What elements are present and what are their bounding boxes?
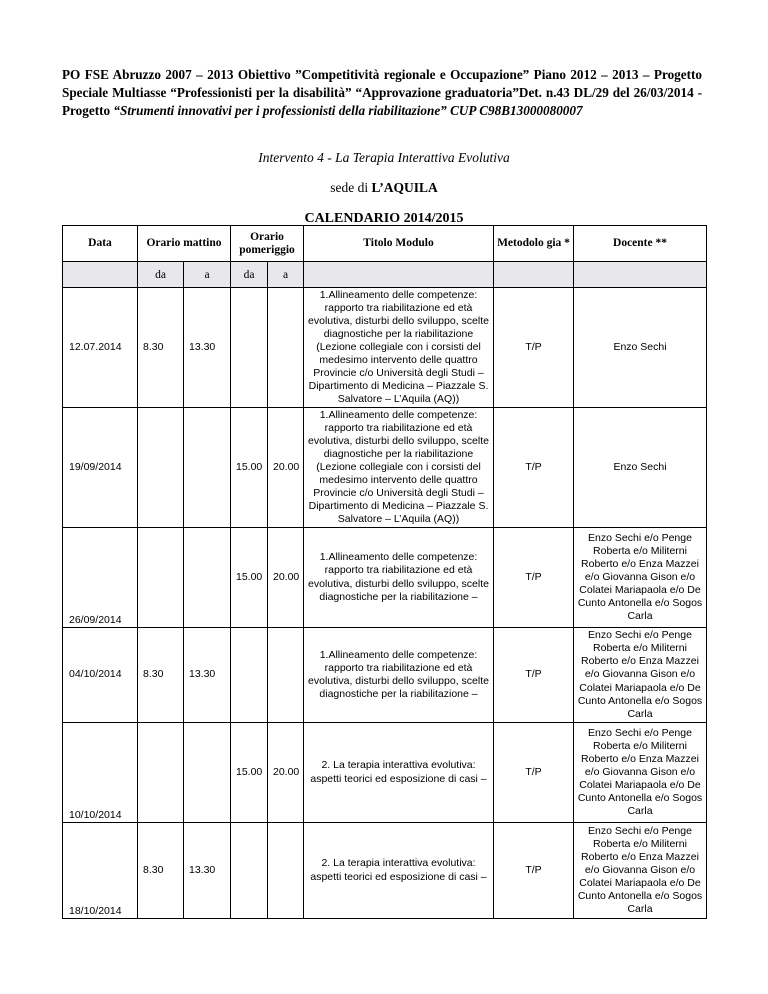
modulo-cell: 1.Allineamento delle competenze: rapporto tra riabilitazione ed età evolutiva, disturbi dello sviluppo, scelte diagnostiche per la riabilitazione (Lezione collegiale con i corsisti del medesimo intervento delle quattro Provincie c/o Università degli Studi – Dipartimento di Medicina – Piazzale S. Salvatore – L’Aquila (AQ)) [304, 408, 494, 528]
docente-cell: Enzo Sechi e/o Penge Roberta e/o Militerni Roberto e/o Enza Mazzei e/o Giovanna Gison e/o Colatei Mariapaola e/o De Cunto Antonella e/o Sogos Carla [574, 723, 707, 823]
pomeriggio-a-cell: 20.00 [268, 723, 304, 823]
date-cell: 04/10/2014 [63, 628, 138, 723]
pomeriggio-a-cell [268, 823, 304, 919]
calendar-table [62, 225, 707, 919]
docente-cell: Enzo Sechi e/o Penge Roberta e/o Militerni Roberto e/o Enza Mazzei e/o Giovanna Gison e/o Colatei Mariapaola e/o De Cunto Antonella e/o Sogos Carla [574, 528, 707, 628]
table-row [63, 723, 707, 823]
pomeriggio-da-cell: 15.00 [231, 723, 268, 823]
subheader-blank [494, 262, 574, 288]
metodologia-cell: T/P [494, 823, 574, 919]
sede-prefix: sede di [330, 180, 369, 195]
subheader-da-pomeriggio: da [231, 262, 268, 288]
calendar-title: CALENDARIO 2014/2015 [304, 211, 464, 226]
sede-line [0, 180, 768, 196]
mattino-a-cell: 13.30 [184, 288, 231, 408]
header-docente: Docente ** [574, 226, 707, 262]
date-cell: 10/10/2014 [63, 723, 138, 823]
metodologia-cell: T/P [494, 408, 574, 528]
header-metodologia: Metodolo gia * [494, 226, 574, 262]
header-titolo: Titolo Modulo [304, 226, 494, 262]
pomeriggio-a-cell [268, 628, 304, 723]
pomeriggio-a-cell: 20.00 [268, 408, 304, 528]
docente-cell: Enzo Sechi e/o Penge Roberta e/o Militerni Roberto e/o Enza Mazzei e/o Giovanna Gison e/o Colatei Mariapaola e/o De Cunto Antonella e/o Sogos Carla [574, 823, 707, 919]
modulo-cell: 2. La terapia interattiva evolutiva: aspetti teorici ed esposizione di casi – [304, 823, 494, 919]
docente-cell: Enzo Sechi [574, 408, 707, 528]
document-header [62, 66, 702, 120]
mattino-da-cell: 8.30 [138, 628, 184, 723]
modulo-cell: 2. La terapia interattiva evolutiva: aspetti teorici ed esposizione di casi – [304, 723, 494, 823]
subheader-blank [63, 262, 138, 288]
subheader-a-pomeriggio: a [268, 262, 304, 288]
pomeriggio-da-cell: 15.00 [231, 528, 268, 628]
table-row [63, 288, 707, 408]
mattino-a-cell: 13.30 [184, 628, 231, 723]
sede-city: L’AQUILA [371, 180, 438, 195]
pomeriggio-da-cell [231, 823, 268, 919]
date-cell: 18/10/2014 [63, 823, 138, 919]
mattino-a-cell [184, 408, 231, 528]
mattino-da-cell [138, 408, 184, 528]
header-data: Data [63, 226, 138, 262]
mattino-da-cell [138, 528, 184, 628]
mattino-a-cell: 13.30 [184, 823, 231, 919]
header-pomeriggio: Orario pomeriggio [231, 226, 304, 262]
intervento-title: Intervento 4 - La Terapia Interattiva Evolutiva [258, 150, 510, 165]
pomeriggio-da-cell: 15.00 [231, 408, 268, 528]
header-project-title: “Strumenti innovativi per i professionisti della riabilitazione” CUP C98B13000080007 [113, 103, 583, 118]
mattino-da-cell: 8.30 [138, 288, 184, 408]
modulo-cell: 1.Allineamento delle competenze: rapporto tra riabilitazione ed età evolutiva, disturbi dello sviluppo, scelte diagnostiche per la riabilitazione – [304, 628, 494, 723]
date-cell: 12.07.2014 [63, 288, 138, 408]
pomeriggio-da-cell [231, 628, 268, 723]
modulo-cell: 1.Allineamento delle competenze: rapporto tra riabilitazione ed età evolutiva, disturbi dello sviluppo, scelte diagnostiche per la riabilitazione (Lezione collegiale con i corsisti del medesimo intervento delle quattro Provincie c/o Università degli Studi – Dipartimento di Medicina – Piazzale S. Salvatore – L’Aquila (AQ)) [304, 288, 494, 408]
metodologia-cell: T/P [494, 628, 574, 723]
modulo-cell: 1.Allineamento delle competenze: rapporto tra riabilitazione ed età evolutiva, disturbi dello sviluppo, scelte diagnostiche per la riabilitazione – [304, 528, 494, 628]
subheader-da-mattino: da [138, 262, 184, 288]
pomeriggio-a-cell [268, 288, 304, 408]
docente-cell: Enzo Sechi [574, 288, 707, 408]
mattino-a-cell [184, 528, 231, 628]
table-row [63, 408, 707, 528]
table-row [63, 628, 707, 723]
docente-cell: Enzo Sechi e/o Penge Roberta e/o Militerni Roberto e/o Enza Mazzei e/o Giovanna Gison e/o Colatei Mariapaola e/o De Cunto Antonella e/o Sogos Carla [574, 628, 707, 723]
metodologia-cell: T/P [494, 528, 574, 628]
date-cell: 19/09/2014 [63, 408, 138, 528]
date-cell: 26/09/2014 [63, 528, 138, 628]
mattino-da-cell: 8.30 [138, 823, 184, 919]
metodologia-cell: T/P [494, 723, 574, 823]
pomeriggio-da-cell [231, 288, 268, 408]
table-row [63, 823, 707, 919]
header-mattino: Orario mattino [138, 226, 231, 262]
subheader-blank [304, 262, 494, 288]
subheader-a-mattino: a [184, 262, 231, 288]
metodologia-cell: T/P [494, 288, 574, 408]
mattino-da-cell [138, 723, 184, 823]
header-text: PO FSE Abruzzo 2007 – 2013 Obiettivo ”Competitività regionale e Occupazione” Piano 2012 – 2013 – Progetto Speciale Multiasse “Professionisti per la disabilità” “Approvazione graduatoria”Det. n.43 DL/29 del 26/03/2014 - Progetto [62, 67, 702, 118]
table-row [63, 528, 707, 628]
pomeriggio-a-cell: 20.00 [268, 528, 304, 628]
mattino-a-cell [184, 723, 231, 823]
subheader-blank [574, 262, 707, 288]
